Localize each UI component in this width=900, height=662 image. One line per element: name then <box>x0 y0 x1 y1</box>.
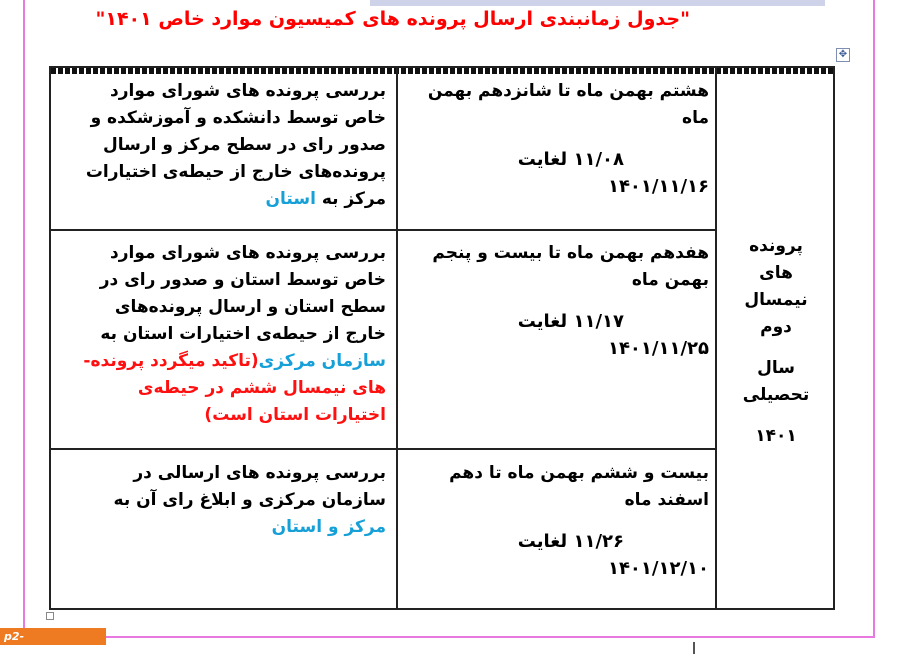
row-1-description-highlight: استان <box>265 189 316 209</box>
row-2-range-start: ۱۱/۱۷ لغایت <box>517 311 624 332</box>
row-divider <box>51 229 717 231</box>
row-2-description-cell <box>71 240 386 429</box>
row-3-period: بیست و ششم بهمن ماه تا دهم اسفند ماه <box>449 463 709 510</box>
semester-line-2: های <box>759 262 793 283</box>
row-2-description: بررسی پرونده های شورای موارد خاص توسط استان و صدور رای در سطح استان و ارسال پرونده‌های خارج از حیطه‌ی اختیارات استان به <box>99 243 386 344</box>
semester-line-3: نیمسال <box>744 289 808 310</box>
row-2-date-cell <box>404 240 709 362</box>
cursor-mark-icon <box>693 642 695 654</box>
schedule-table <box>49 66 835 610</box>
site-watermark: p2-tabriz.nus.ac.ir <box>0 628 106 645</box>
table-resize-handle[interactable] <box>46 612 54 620</box>
row-1-range-end: ۱۴۰۱/۱۱/۱۶ <box>607 176 709 197</box>
row-3-description-cell <box>71 460 386 541</box>
column-divider <box>396 68 398 608</box>
row-3-description: بررسی پرونده های ارسالی در سازمان مرکزی و ابلاغ رای آن به <box>113 463 386 510</box>
row-2-description-highlight: سازمان مرکزی <box>258 351 386 371</box>
top-bar <box>370 0 825 6</box>
semester-line-5: سال <box>757 357 795 378</box>
row-3-range-end: ۱۴۰۱/۱۲/۱۰ <box>607 558 709 579</box>
column-divider <box>715 68 717 608</box>
page-title: "جدول زمانبندی ارسال پرونده های کمیسیون موارد خاص ۱۴۰۱" <box>95 8 690 30</box>
table-move-handle-icon[interactable]: ✥ <box>836 48 850 62</box>
row-3-date-cell <box>404 460 709 582</box>
semester-line-1: پرونده <box>749 235 803 256</box>
row-2-period: هفدهم بهمن ماه تا بیست و پنجم بهمن ماه <box>432 243 709 290</box>
row-2-description-note: (تاکید میگردد پرونده-های نیمسال ششم در حیطه‌ی اختیارات استان است) <box>83 351 386 425</box>
row-1-description: بررسی پرونده های شورای موارد خاص توسط دانشکده و آموزشکده و صدور رای در سطح مرکز و ارسال پرونده‌های خارج از حیطه‌ی اختیارات مرکز به <box>85 81 386 209</box>
row-3-range-start: ۱۱/۲۶ لغایت <box>517 531 624 552</box>
semester-year: ۱۴۰۱ <box>755 425 797 446</box>
row-divider <box>51 448 717 450</box>
row-1-period: هشتم بهمن ماه تا شانزدهم بهمن ماه <box>427 81 709 128</box>
semester-line-4: دوم <box>760 316 792 337</box>
row-1-range-start: ۱۱/۰۸ لغایت <box>517 149 624 170</box>
semester-cell <box>719 74 833 608</box>
row-1-date-cell <box>404 78 709 200</box>
row-3-description-highlight: مرکز و استان <box>271 517 386 537</box>
row-2-range-end: ۱۴۰۱/۱۱/۲۵ <box>607 338 709 359</box>
semester-line-6: تحصیلی <box>742 384 810 405</box>
row-1-description-cell <box>71 78 386 213</box>
